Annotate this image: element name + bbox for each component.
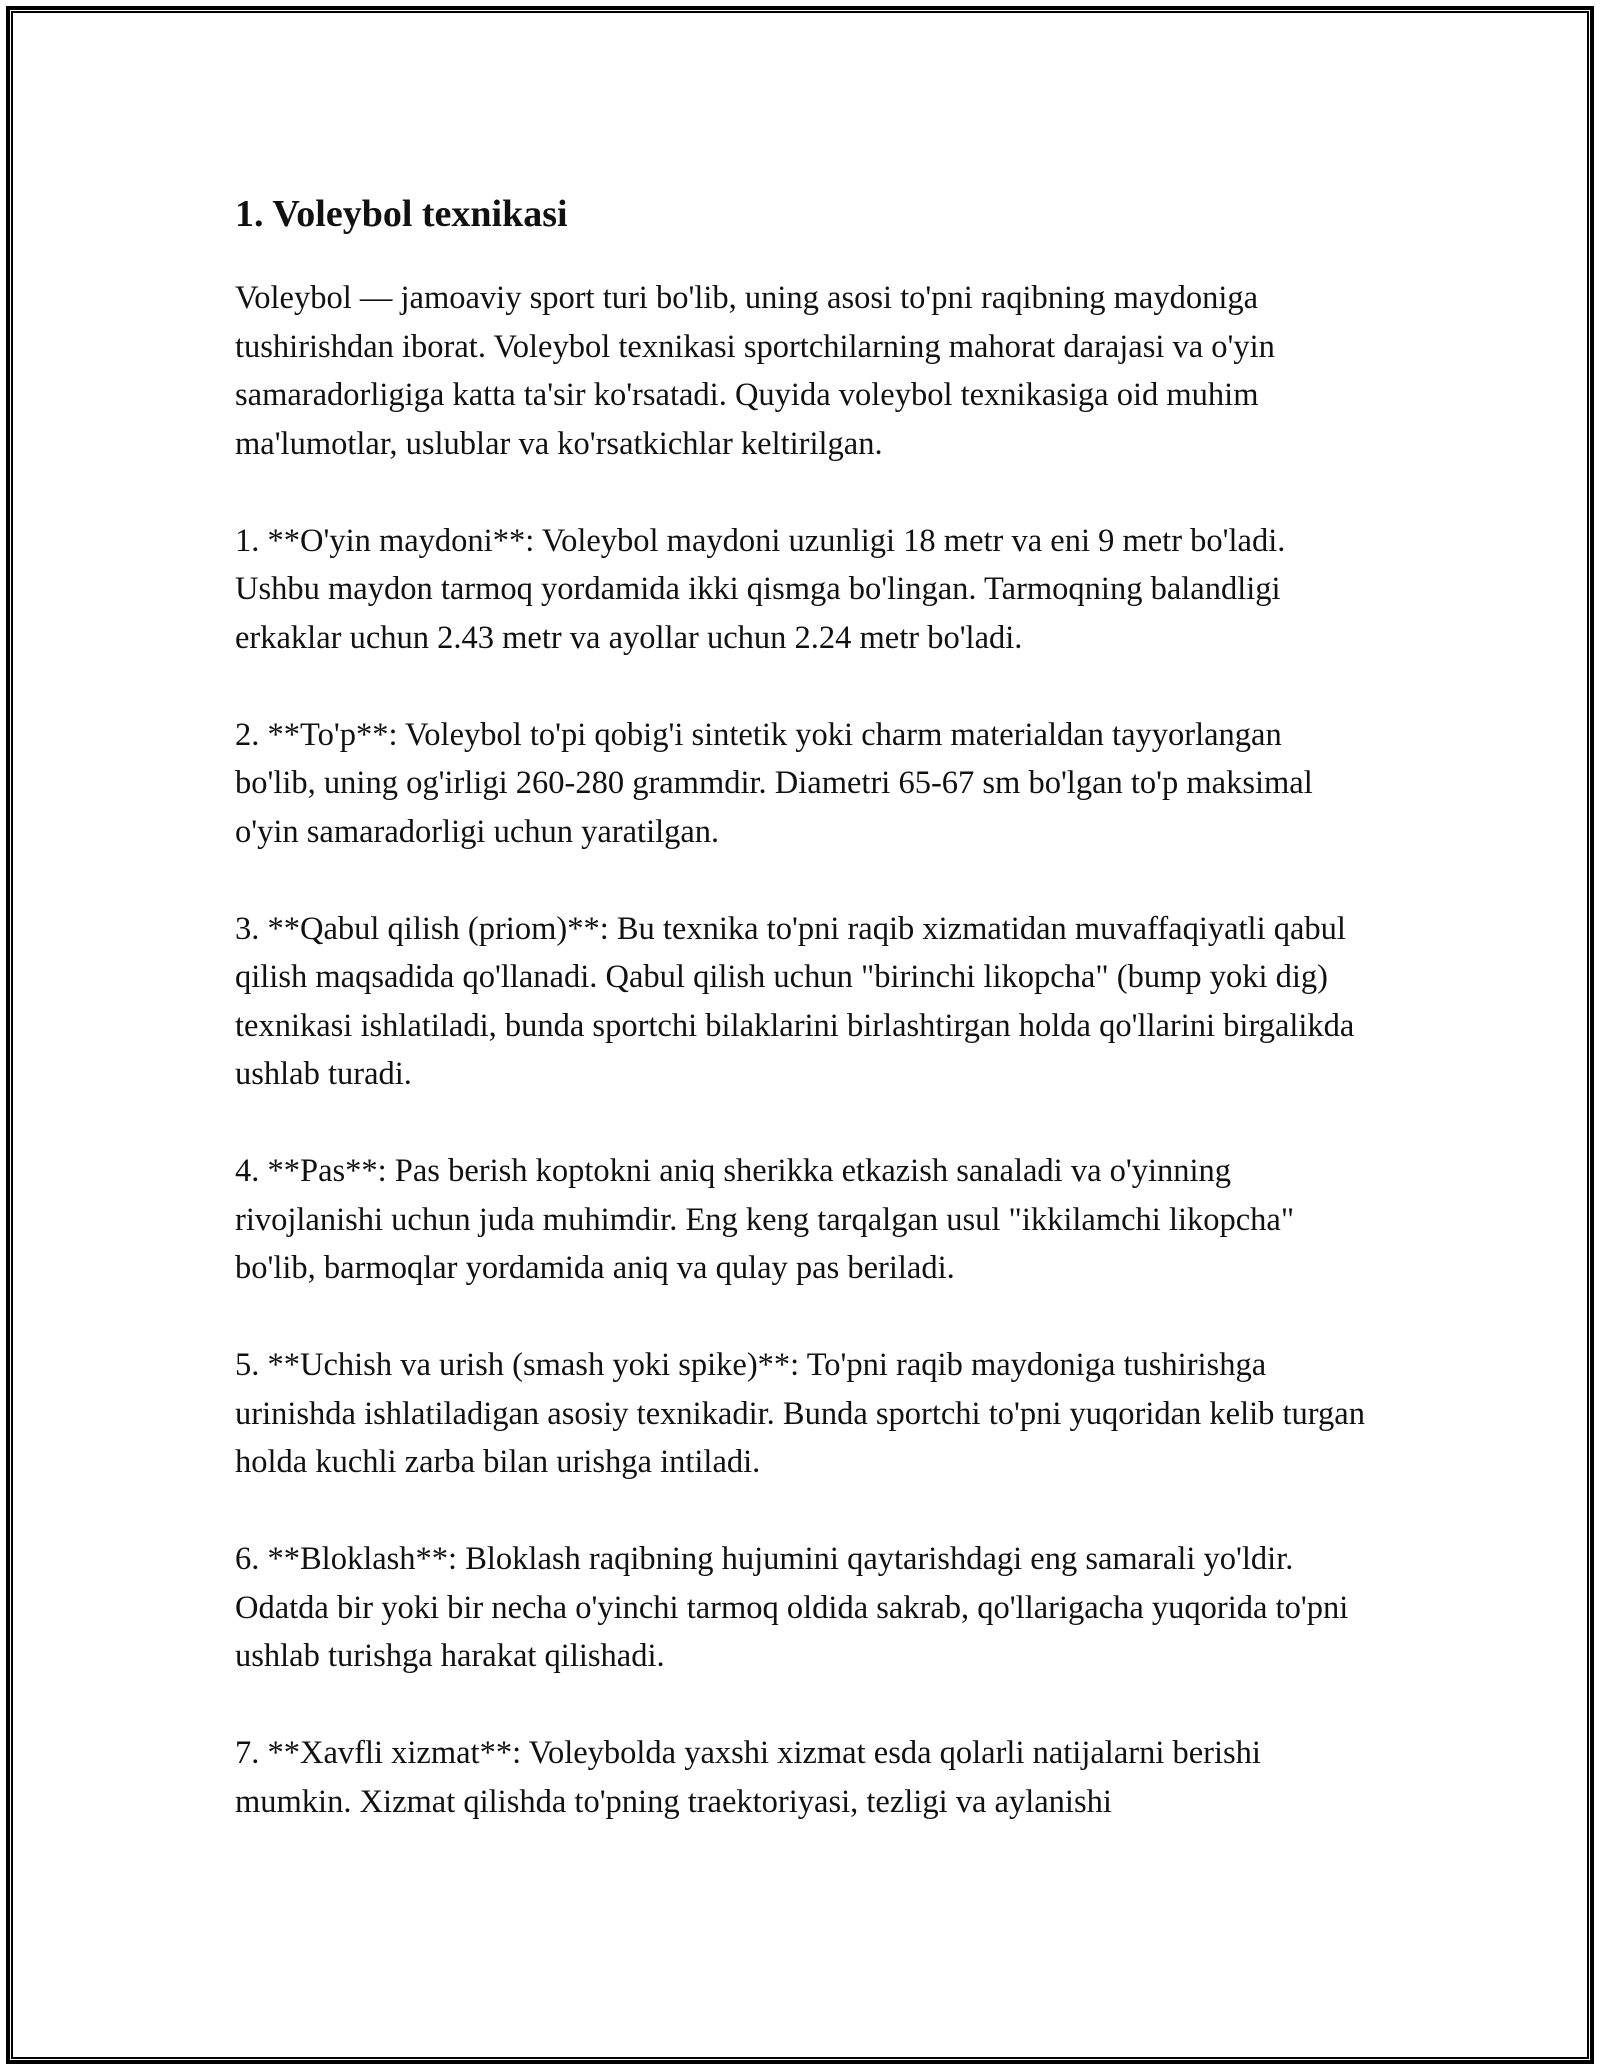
list-item-blocking: 6. **Bloklash**: Bloklash raqibning hujumini qaytarishdagi eng samarali yo'ldir. Odatda bir yoki bir necha o'yinchi tarmoq oldida sakrab, qo'llarigacha yuqorida to'pni ushlab turishga harakat qilishadi. [235,1541,1349,1674]
list-item-reception: 3. **Qabul qilish (priom)**: Bu texnika to'pni raqib xizmatidan muvaffaqiyatli qabul qilish maqsadida qo'llanadi. Qabul qilish uchun "birinchi likopcha" (bump yoki dig) texnikasi ishlatiladi, bunda sportchi bilaklarini birlashtirgan holda qo'llarini birgalikda ushlab turadi. [235,910,1355,1092]
list-item-pass: 4. **Pas**: Pas berish koptokni aniq sherikka etkazish sanaladi va o'yinning rivojlanishi uchun juda muhimdir. Eng keng tarqalgan usul "ikkilamchi likopcha" bo'lib, barmoqlar yordamida aniq va qulay pas beriladi. [235,1153,1295,1286]
list-item-serve: 7. **Xavfli xizmat**: Voleybolda yaxshi xizmat esda qolarli natijalarni berishi mumkin. Xizmat qilishda to'pning traektoriyasi, tezligi va aylanishi [235,1735,1261,1820]
list-item-playing-field: 1. **O'yin maydoni**: Voleybol maydoni uzunligi 18 metr va eni 9 metr bo'ladi. Ushbu maydon tarmoq yordamida ikki qismga bo'lingan. Tarmoqning balandligi erkaklar uchun 2.43 metr va ayollar uchun 2.24 metr bo'ladi. [235,522,1286,656]
list-item-spike: 5. **Uchish va urish (smash yoki spike)**: To'pni raqib maydoniga tushirishga urinishda ishlatiladigan asosiy texnikadir. Bunda sportchi to'pni yuqoridan kelib turgan holda kuchli zarba bilan urishga intiladi. [235,1347,1365,1480]
document-title: 1. Voleybol texnikasi [235,193,568,235]
intro-paragraph: Voleybol — jamoaviy sport turi bo'lib, uning asosi to'pni raqibning maydoniga tushirishdan iborat. Voleybol texnikasi sportchilarning mahorat darajasi va o'yin samaradorligiga katta ta'sir ko'rsatadi. Quyida voleybol texnikasiga oid muhim ma'lumotlar, uslublar va ko'rsatkichlar keltirilgan. [235,280,1275,462]
list-item-ball: 2. **To'p**: Voleybol to'pi qobig'i sintetik yoki charm materialdan tayyorlangan bo'lib, uning og'irligi 260-280 grammdir. Diametri 65-67 sm bo'lgan to'p maksimal o'yin samaradorligi uchun yaratilgan. [235,716,1313,850]
document-body [235,186,1365,1875]
